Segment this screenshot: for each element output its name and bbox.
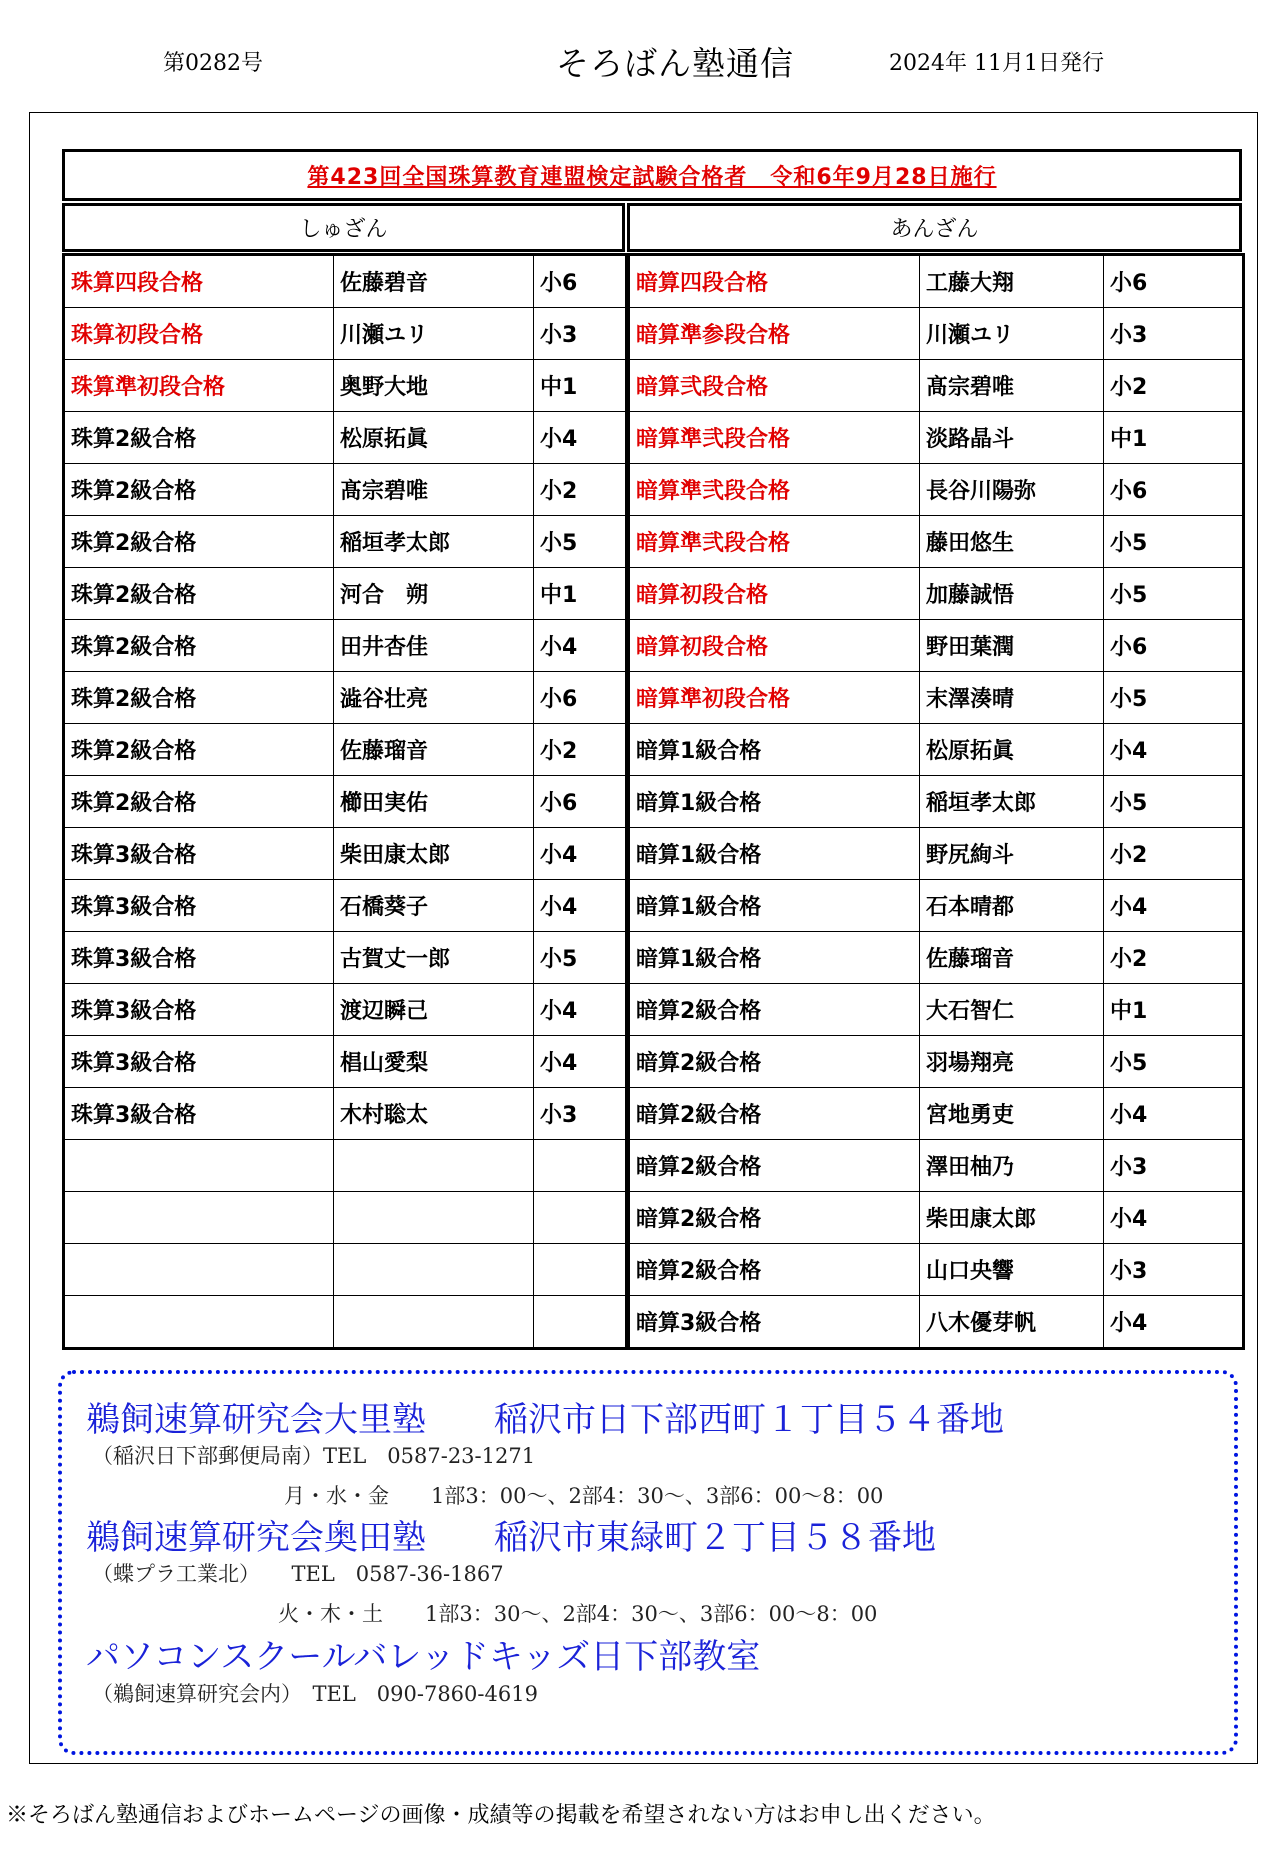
anzan-year-cell: 小3: [1104, 308, 1244, 360]
shuzan-year-cell: 小5: [534, 516, 627, 568]
shuzan-grade-cell: 珠算四段合格: [64, 255, 334, 308]
shuzan-grade-cell: 珠算3級合格: [64, 1036, 334, 1088]
exam-banner-text: 第423回全国珠算教育連盟検定試験合格者 令和6年9月28日施行: [307, 164, 997, 190]
anzan-year-cell: 小2: [1104, 360, 1244, 412]
anzan-name-cell: 長谷川陽弥: [920, 464, 1104, 516]
anzan-name-cell: 山口央響: [920, 1244, 1104, 1296]
shuzan-name-cell: 川瀬ユリ: [334, 308, 534, 360]
shuzan-name-cell: 渡辺瞬己: [334, 984, 534, 1036]
shuzan-year-cell: 中1: [534, 360, 627, 412]
anzan-grade-cell: 暗算3級合格: [629, 1296, 920, 1349]
shuzan-name-cell: [334, 1192, 534, 1244]
shuzan-grade-cell: 珠算初段合格: [64, 308, 334, 360]
table-row: [64, 516, 627, 568]
shuzan-year-cell: 小2: [534, 464, 627, 516]
anzan-grade-cell: 暗算2級合格: [629, 1244, 920, 1296]
table-row: [629, 308, 1244, 360]
anzan-grade-cell: 暗算準弐段合格: [629, 464, 920, 516]
anzan-grade-cell: 暗算初段合格: [629, 620, 920, 672]
school1-name-address: 鵜飼速算研究会大里塾 稲沢市日下部西町１丁目５４番地: [86, 1400, 1004, 1440]
table-row: [629, 724, 1244, 776]
anzan-year-cell: 小5: [1104, 568, 1244, 620]
table-row: [64, 932, 627, 984]
table-row: [64, 308, 627, 360]
anzan-name-cell: 野尻絢斗: [920, 828, 1104, 880]
anzan-year-cell: 小4: [1104, 724, 1244, 776]
table-row: [64, 1088, 627, 1140]
table-row: [64, 828, 627, 880]
anzan-name-cell: 宮地勇吏: [920, 1088, 1104, 1140]
shuzan-grade-cell: 珠算3級合格: [64, 828, 334, 880]
table-row: [629, 932, 1244, 984]
anzan-grade-cell: 暗算初段合格: [629, 568, 920, 620]
shuzan-name-cell: [334, 1244, 534, 1296]
shuzan-grade-cell: 珠算2級合格: [64, 516, 334, 568]
shuzan-year-cell: 小3: [534, 308, 627, 360]
anzan-grade-cell: 暗算1級合格: [629, 776, 920, 828]
table-row: [64, 568, 627, 620]
shuzan-grade-cell: 珠算3級合格: [64, 1088, 334, 1140]
shuzan-year-cell: [534, 1244, 627, 1296]
anzan-grade-cell: 暗算2級合格: [629, 1088, 920, 1140]
anzan-grade-cell: 暗算準弐段合格: [629, 516, 920, 568]
shuzan-year-cell: [534, 1296, 627, 1349]
anzan-year-cell: 小4: [1104, 880, 1244, 932]
table-row: [64, 1296, 627, 1349]
shuzan-name-cell: 髙宗碧唯: [334, 464, 534, 516]
table-row: [64, 620, 627, 672]
shuzan-grade-cell: 珠算2級合格: [64, 672, 334, 724]
shuzan-name-cell: 佐藤碧音: [334, 255, 534, 308]
anzan-grade-cell: 暗算準初段合格: [629, 672, 920, 724]
table-row: [629, 1296, 1244, 1349]
table-row: [629, 255, 1244, 308]
anzan-name-cell: 松原拓眞: [920, 724, 1104, 776]
anzan-year-cell: 小5: [1104, 672, 1244, 724]
shuzan-name-cell: 松原拓眞: [334, 412, 534, 464]
anzan-name-cell: 大石智仁: [920, 984, 1104, 1036]
shuzan-year-cell: 中1: [534, 568, 627, 620]
shuzan-year-cell: 小5: [534, 932, 627, 984]
anzan-name-cell: 加藤誠悟: [920, 568, 1104, 620]
shuzan-grade-cell: [64, 1140, 334, 1192]
anzan-name-cell: 工藤大翔: [920, 255, 1104, 308]
table-row: [629, 880, 1244, 932]
table-row: [629, 516, 1244, 568]
anzan-name-cell: 藤田悠生: [920, 516, 1104, 568]
anzan-name-cell: 野田葉潤: [920, 620, 1104, 672]
anzan-year-cell: 小5: [1104, 776, 1244, 828]
shuzan-grade-cell: 珠算3級合格: [64, 984, 334, 1036]
shuzan-year-cell: 小6: [534, 776, 627, 828]
anzan-year-cell: 小5: [1104, 516, 1244, 568]
table-row: [64, 776, 627, 828]
table-row: [629, 1140, 1244, 1192]
shuzan-year-cell: 小4: [534, 1036, 627, 1088]
anzan-name-cell: 澤田柚乃: [920, 1140, 1104, 1192]
shuzan-year-cell: 小4: [534, 412, 627, 464]
shuzan-name-cell: 佐藤瑠音: [334, 724, 534, 776]
anzan-grade-cell: 暗算2級合格: [629, 1140, 920, 1192]
school2-hours: 火・木・土 1部3：30〜、2部4：30〜、3部6：00〜8：00: [278, 1602, 878, 1626]
anzan-year-cell: 小3: [1104, 1244, 1244, 1296]
anzan-year-cell: 小2: [1104, 828, 1244, 880]
shuzan-year-cell: 小6: [534, 255, 627, 308]
shuzan-year-cell: 小4: [534, 620, 627, 672]
table-row: [629, 984, 1244, 1036]
shuzan-name-cell: 奥野大地: [334, 360, 534, 412]
anzan-year-cell: 小4: [1104, 1088, 1244, 1140]
anzan-name-cell: 髙宗碧唯: [920, 360, 1104, 412]
anzan-year-cell: 小2: [1104, 932, 1244, 984]
school3-tel: （鵜飼速算研究会内） TEL 090-7860-4619: [92, 1682, 538, 1706]
table-row: [64, 1244, 627, 1296]
table-row: [629, 1192, 1244, 1244]
shuzan-year-cell: 小4: [534, 984, 627, 1036]
table-row: [629, 464, 1244, 516]
exam-banner: [62, 149, 1242, 201]
shuzan-grade-cell: [64, 1244, 334, 1296]
anzan-grade-cell: 暗算1級合格: [629, 932, 920, 984]
anzan-name-cell: 佐藤瑠音: [920, 932, 1104, 984]
table-row: [629, 1036, 1244, 1088]
shuzan-year-cell: [534, 1192, 627, 1244]
anzan-grade-cell: 暗算1級合格: [629, 880, 920, 932]
table-row: [629, 568, 1244, 620]
anzan-grade-cell: 暗算準参段合格: [629, 308, 920, 360]
newsletter-title: そろばん塾通信: [556, 44, 794, 83]
shuzan-name-cell: 稲垣孝太郎: [334, 516, 534, 568]
table-row: [64, 984, 627, 1036]
anzan-year-cell: 中1: [1104, 412, 1244, 464]
shuzan-name-cell: 石橋葵子: [334, 880, 534, 932]
table-row: [629, 776, 1244, 828]
shuzan-year-cell: 小4: [534, 880, 627, 932]
anzan-grade-cell: 暗算2級合格: [629, 984, 920, 1036]
table-row: [629, 360, 1244, 412]
anzan-year-cell: 小3: [1104, 1140, 1244, 1192]
shuzan-table: [62, 253, 628, 1350]
anzan-name-cell: 柴田康太郎: [920, 1192, 1104, 1244]
anzan-table: [627, 253, 1245, 1350]
shuzan-name-cell: 田井杏佳: [334, 620, 534, 672]
table-row: [64, 672, 627, 724]
shuzan-year-cell: 小2: [534, 724, 627, 776]
shuzan-name-cell: 椙山愛梨: [334, 1036, 534, 1088]
anzan-grade-cell: 暗算1級合格: [629, 724, 920, 776]
anzan-name-cell: 羽場翔亮: [920, 1036, 1104, 1088]
school-info-box: [58, 1370, 1238, 1755]
shuzan-name-cell: [334, 1140, 534, 1192]
anzan-name-cell: 川瀬ユリ: [920, 308, 1104, 360]
table-row: [629, 620, 1244, 672]
anzan-year-cell: 小5: [1104, 1036, 1244, 1088]
footer-notice: ※そろばん塾通信およびホームページの画像・成績等の掲載を希望されない方はお申し出ください。: [6, 1803, 996, 1828]
anzan-grade-cell: 暗算弐段合格: [629, 360, 920, 412]
anzan-name-cell: 末澤湊晴: [920, 672, 1104, 724]
shuzan-name-cell: 澁谷壮亮: [334, 672, 534, 724]
shuzan-name-cell: 古賀丈一郎: [334, 932, 534, 984]
table-row: [64, 1192, 627, 1244]
school2-name-address: 鵜飼速算研究会奥田塾 稲沢市東緑町２丁目５８番地: [86, 1518, 936, 1558]
shuzan-grade-cell: [64, 1296, 334, 1349]
table-row: [629, 672, 1244, 724]
shuzan-name-cell: 河合 朔: [334, 568, 534, 620]
anzan-year-cell: 小4: [1104, 1192, 1244, 1244]
anzan-year-cell: 中1: [1104, 984, 1244, 1036]
shuzan-grade-cell: 珠算3級合格: [64, 880, 334, 932]
anzan-year-cell: 小6: [1104, 620, 1244, 672]
shuzan-grade-cell: 珠算3級合格: [64, 932, 334, 984]
shuzan-name-cell: 木村聡太: [334, 1088, 534, 1140]
shuzan-grade-cell: 珠算2級合格: [64, 568, 334, 620]
shuzan-grade-cell: 珠算2級合格: [64, 412, 334, 464]
table-row: [64, 412, 627, 464]
shuzan-grade-cell: 珠算準初段合格: [64, 360, 334, 412]
table-row: [629, 1088, 1244, 1140]
table-row: [64, 1036, 627, 1088]
shuzan-grade-cell: [64, 1192, 334, 1244]
shuzan-year-cell: [534, 1140, 627, 1192]
shuzan-year-cell: 小4: [534, 828, 627, 880]
table-row: [64, 724, 627, 776]
shuzan-grade-cell: 珠算2級合格: [64, 464, 334, 516]
anzan-name-cell: 八木優芽帆: [920, 1296, 1104, 1349]
anzan-name-cell: 淡路晶斗: [920, 412, 1104, 464]
shuzan-year-cell: 小6: [534, 672, 627, 724]
shuzan-year-cell: 小3: [534, 1088, 627, 1140]
table-row: [64, 880, 627, 932]
issue-date: 2024年 11月1日発行: [889, 51, 1104, 76]
table-row: [64, 255, 627, 308]
anzan-grade-cell: 暗算準弐段合格: [629, 412, 920, 464]
table-row: [64, 360, 627, 412]
anzan-grade-cell: 暗算四段合格: [629, 255, 920, 308]
table-row: [629, 1244, 1244, 1296]
shuzan-grade-cell: 珠算2級合格: [64, 776, 334, 828]
shuzan-grade-cell: 珠算2級合格: [64, 724, 334, 776]
anzan-year-cell: 小6: [1104, 255, 1244, 308]
anzan-year-cell: 小6: [1104, 464, 1244, 516]
issue-number: 第0282号: [163, 51, 263, 76]
anzan-header: あんざん: [627, 203, 1242, 252]
anzan-grade-cell: 暗算2級合格: [629, 1192, 920, 1244]
anzan-grade-cell: 暗算2級合格: [629, 1036, 920, 1088]
anzan-name-cell: 石本晴都: [920, 880, 1104, 932]
shuzan-name-cell: [334, 1296, 534, 1349]
shuzan-header: しゅざん: [62, 203, 625, 252]
table-row: [629, 412, 1244, 464]
shuzan-grade-cell: 珠算2級合格: [64, 620, 334, 672]
anzan-name-cell: 稲垣孝太郎: [920, 776, 1104, 828]
table-row: [64, 1140, 627, 1192]
school2-tel: （蝶プラ工業北） TEL 0587-36-1867: [92, 1562, 504, 1586]
school1-tel: （稲沢日下部郵便局南）TEL 0587-23-1271: [92, 1444, 536, 1468]
school3-name: パソコンスクールバレッドキッズ日下部教室: [86, 1637, 761, 1677]
table-row: [629, 828, 1244, 880]
anzan-grade-cell: 暗算1級合格: [629, 828, 920, 880]
school1-hours: 月・水・金 1部3：00〜、2部4：30〜、3部6：00〜8：00: [284, 1484, 884, 1508]
shuzan-name-cell: 柴田康太郎: [334, 828, 534, 880]
anzan-year-cell: 小4: [1104, 1296, 1244, 1349]
shuzan-name-cell: 櫛田実佑: [334, 776, 534, 828]
table-row: [64, 464, 627, 516]
